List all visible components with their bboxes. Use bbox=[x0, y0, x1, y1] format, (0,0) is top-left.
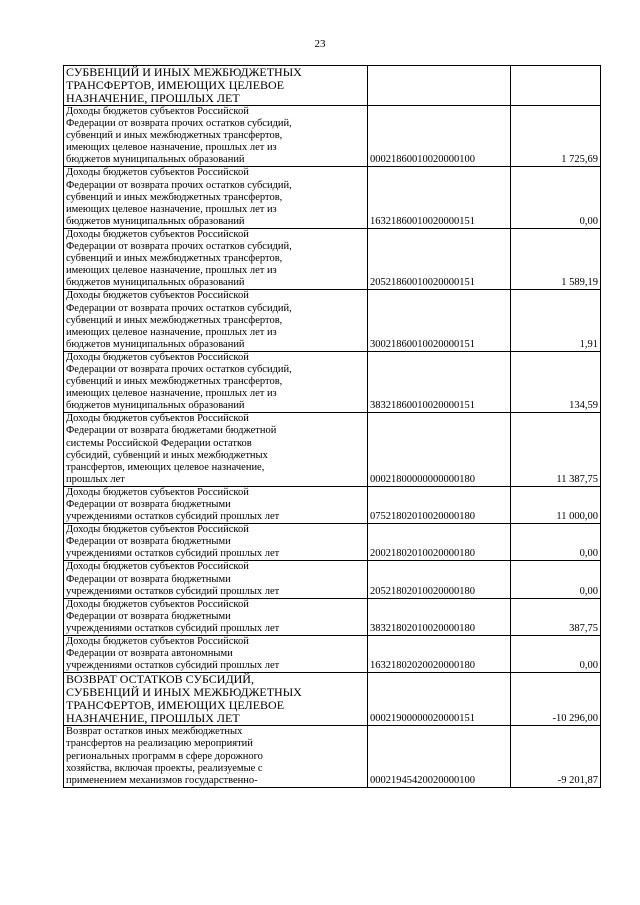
row-budget-code: 16321802020020000180 bbox=[368, 636, 511, 673]
table-row bbox=[64, 106, 601, 167]
row-description: Доходы бюджетов субъектов Российской Федерации от возврата прочих остатков субсидий, субвенций и иных межбюджетных трансфертов, имеющих целевое назначение, прошлых лет из бюджетов муниципальных образований bbox=[64, 228, 368, 289]
row-description: Доходы бюджетов субъектов Российской Федерации от возврата бюджетами бюджетной системы Российской Федерации остатков субсидий, субвенций и иных межбюджетных трансфертов, имеющих целевое назначение, прошлых лет bbox=[64, 413, 368, 487]
row-budget-code: 30021860010020000151 bbox=[368, 290, 511, 351]
row-amount: 387,75 bbox=[511, 598, 601, 635]
row-amount: 1 725,69 bbox=[511, 106, 601, 167]
row-description: Доходы бюджетов субъектов Российской Федерации от возврата прочих остатков субсидий, субвенций и иных межбюджетных трансфертов, имеющих целевое назначение, прошлых лет из бюджетов муниципальных образований bbox=[64, 106, 368, 167]
row-amount: 134,59 bbox=[511, 351, 601, 412]
table-body bbox=[64, 66, 601, 788]
row-budget-code: 00021945420020000100 bbox=[368, 726, 511, 787]
row-amount: 0,00 bbox=[511, 636, 601, 673]
row-description: Доходы бюджетов субъектов Российской Федерации от возврата автономными учреждениями остатков субсидий прошлых лет bbox=[64, 636, 368, 673]
row-description: Доходы бюджетов субъектов Российской Федерации от возврата бюджетными учреждениями остатков субсидий прошлых лет bbox=[64, 561, 368, 598]
table-row bbox=[64, 561, 601, 598]
table-row bbox=[64, 524, 601, 561]
row-amount bbox=[511, 66, 601, 106]
table-row bbox=[64, 413, 601, 487]
row-budget-code: 00021900000020000151 bbox=[368, 673, 511, 726]
table-row bbox=[64, 598, 601, 635]
table-row bbox=[64, 636, 601, 673]
row-budget-code: 00021860010020000100 bbox=[368, 106, 511, 167]
row-amount: -10 296,00 bbox=[511, 673, 601, 726]
row-budget-code: 07521802010020000180 bbox=[368, 486, 511, 523]
table-row bbox=[64, 351, 601, 412]
row-budget-code: 20021802010020000180 bbox=[368, 524, 511, 561]
row-budget-code: 00021800000000000180 bbox=[368, 413, 511, 487]
table-row bbox=[64, 290, 601, 351]
row-amount: 11 000,00 bbox=[511, 486, 601, 523]
row-description: Доходы бюджетов субъектов Российской Федерации от возврата прочих остатков субсидий, субвенций и иных межбюджетных трансфертов, имеющих целевое назначение, прошлых лет из бюджетов муниципальных образований bbox=[64, 167, 368, 228]
row-amount: 11 387,75 bbox=[511, 413, 601, 487]
revenue-table bbox=[63, 65, 601, 788]
row-amount: -9 201,87 bbox=[511, 726, 601, 787]
row-description: Доходы бюджетов субъектов Российской Федерации от возврата прочих остатков субсидий, субвенций и иных межбюджетных трансфертов, имеющих целевое назначение, прошлых лет из бюджетов муниципальных образований bbox=[64, 351, 368, 412]
row-budget-code: 38321802010020000180 bbox=[368, 598, 511, 635]
row-description: Доходы бюджетов субъектов Российской Федерации от возврата бюджетными учреждениями остатков субсидий прошлых лет bbox=[64, 486, 368, 523]
row-description: СУБВЕНЦИЙ И ИНЫХ МЕЖБЮДЖЕТНЫХ ТРАНСФЕРТОВ, ИМЕЮЩИХ ЦЕЛЕВОЕ НАЗНАЧЕНИЕ, ПРОШЛЫХ ЛЕТ bbox=[64, 66, 368, 106]
table-row bbox=[64, 673, 601, 726]
row-amount: 1 589,19 bbox=[511, 228, 601, 289]
row-amount: 0,00 bbox=[511, 167, 601, 228]
row-budget-code: 38321860010020000151 bbox=[368, 351, 511, 412]
row-description: Доходы бюджетов субъектов Российской Федерации от возврата бюджетными учреждениями остатков субсидий прошлых лет bbox=[64, 598, 368, 635]
row-budget-code bbox=[368, 66, 511, 106]
table-row bbox=[64, 167, 601, 228]
row-amount: 0,00 bbox=[511, 524, 601, 561]
row-amount: 1,91 bbox=[511, 290, 601, 351]
table-row bbox=[64, 486, 601, 523]
row-amount: 0,00 bbox=[511, 561, 601, 598]
page-number: 23 bbox=[314, 38, 326, 50]
table-row bbox=[64, 66, 601, 106]
row-budget-code: 20521860010020000151 bbox=[368, 228, 511, 289]
row-budget-code: 16321860010020000151 bbox=[368, 167, 511, 228]
row-description: Доходы бюджетов субъектов Российской Федерации от возврата прочих остатков субсидий, субвенций и иных межбюджетных трансфертов, имеющих целевое назначение, прошлых лет из бюджетов муниципальных образований bbox=[64, 290, 368, 351]
row-description: Возврат остатков иных межбюджетных трансфертов на реализацию мероприятий региональных программ в сфере дорожного хозяйства, включая проекты, реализуемые с применением механизмов государственно- bbox=[64, 726, 368, 787]
row-description: Доходы бюджетов субъектов Российской Федерации от возврата бюджетными учреждениями остатков субсидий прошлых лет bbox=[64, 524, 368, 561]
table-row bbox=[64, 726, 601, 787]
row-description: ВОЗВРАТ ОСТАТКОВ СУБСИДИЙ, СУБВЕНЦИЙ И ИНЫХ МЕЖБЮДЖЕТНЫХ ТРАНСФЕРТОВ, ИМЕЮЩИХ ЦЕЛЕВОЕ НАЗНАЧЕНИЕ, ПРОШЛЫХ ЛЕТ bbox=[64, 673, 368, 726]
table-row bbox=[64, 228, 601, 289]
row-budget-code: 20521802010020000180 bbox=[368, 561, 511, 598]
